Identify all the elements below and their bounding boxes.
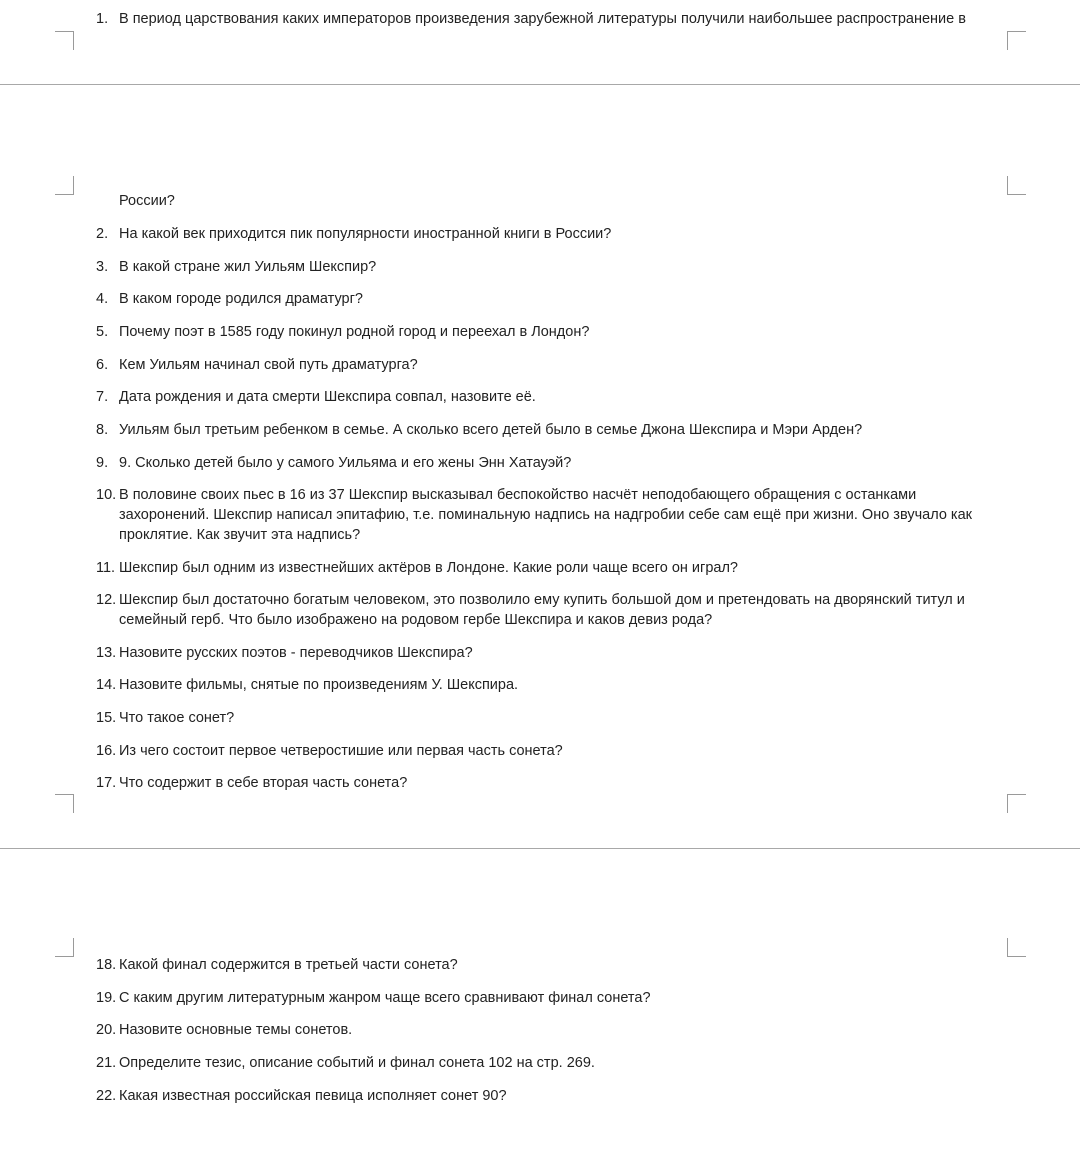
item-text: Почему поэт в 1585 году покинул родной город и переехал в Лондон? (119, 324, 590, 340)
item-number: 9. (96, 455, 109, 471)
item-number: 17. (96, 775, 117, 791)
item-text: Из чего состоит первое четверостишие или первая часть сонета? (119, 743, 563, 759)
list-item (96, 322, 996, 342)
list-item (96, 1020, 996, 1040)
item-number: 13. (96, 645, 117, 661)
item-number: 20. (96, 1022, 117, 1038)
item-text: Какой финал содержится в третьей части сонета? (119, 957, 458, 973)
page-corner-mark (55, 31, 74, 50)
item-number: 15. (96, 710, 117, 726)
item-number: 7. (96, 389, 109, 405)
page-corner-mark (55, 176, 74, 195)
list-item (96, 558, 996, 578)
item-number: 18. (96, 957, 117, 973)
item-text: Какая известная российская певица исполняет сонет 90? (119, 1088, 507, 1104)
list-item (96, 387, 996, 407)
list-item (96, 420, 996, 440)
item-number: 3. (96, 259, 109, 275)
item-text: Уильям был третьим ребенком в семье. А сколько всего детей было в семье Джона Шекспира и Мэри Арден? (119, 422, 863, 438)
item-number: 6. (96, 357, 109, 373)
item-text: Кем Уильям начинал свой путь драматурга? (119, 357, 418, 373)
list-item (96, 773, 996, 793)
item-text: В половине своих пьес в 16 из 37 Шекспир высказывал беспокойство насчёт неподобающего обращения с останками захоронений. Шекспир написал эпитафию, т.е. поминальную надпись на надгробии себе сам ещё при жизни. Оно звучало как проклятие. Как звучит эта надпись? (119, 487, 972, 543)
list-item (96, 1086, 996, 1106)
item-text: 9. Сколько детей было у самого Уильяма и его жены Энн Хатауэй? (119, 455, 572, 471)
item-number: 16. (96, 743, 117, 759)
list-item (96, 675, 996, 695)
item-number: 11. (96, 560, 116, 576)
item-number: 2. (96, 226, 109, 242)
page-corner-mark (1007, 176, 1026, 195)
item-number: 8. (96, 422, 109, 438)
item-text: Дата рождения и дата смерти Шекспира совпал, назовите её. (119, 389, 536, 405)
page-corner-mark (1007, 794, 1026, 813)
page-corner-mark (1007, 31, 1026, 50)
list-item (96, 643, 996, 663)
item-number: 1. (96, 11, 109, 27)
list-item (96, 485, 996, 545)
item-text: Шекспир был одним из известнейших актёров в Лондоне. Какие роли чаще всего он играл? (119, 560, 738, 576)
page-corner-mark (1007, 938, 1026, 957)
list-item (96, 955, 996, 975)
item-text: На какой век приходится пик популярности иностранной книги в России? (119, 226, 612, 242)
list-item (96, 224, 996, 244)
list-item (96, 355, 996, 375)
item-text: С каким другим литературным жанром чаще всего сравнивают финал сонета? (119, 990, 651, 1006)
list-item (96, 453, 996, 473)
item-number: 12. (96, 592, 117, 608)
item-text-continuation: России? (119, 193, 175, 209)
item-number: 14. (96, 677, 117, 693)
item-text: Что содержит в себе вторая часть сонета? (119, 775, 408, 791)
page-break (0, 848, 1080, 849)
item-text: В каком городе родился драматург? (119, 291, 363, 307)
page-corner-mark (55, 938, 74, 957)
list-item (96, 9, 996, 29)
item-text: Назовите русских поэтов - переводчиков Шекспира? (119, 645, 473, 661)
list-item (96, 257, 996, 277)
item-text: В период царствования каких императоров произведения зарубежной литературы получили наибольшее распространение в (119, 11, 966, 27)
list-item (96, 988, 996, 1008)
list-item (96, 741, 996, 761)
item-number: 19. (96, 990, 117, 1006)
page-break (0, 84, 1080, 85)
list-item (96, 1053, 996, 1073)
item-number: 22. (96, 1088, 117, 1104)
item-number: 10. (96, 487, 117, 503)
list-item (96, 708, 996, 728)
page-corner-mark (55, 794, 74, 813)
item-text: Назовите фильмы, снятые по произведениям У. Шекспира. (119, 677, 519, 693)
item-text: Назовите основные темы сонетов. (119, 1022, 353, 1038)
item-number: 21. (96, 1055, 117, 1071)
list-item (96, 289, 996, 309)
item-number: 5. (96, 324, 109, 340)
list-item (96, 590, 996, 630)
item-text: В какой стране жил Уильям Шекспир? (119, 259, 377, 275)
item-number: 4. (96, 291, 109, 307)
item-text: Что такое сонет? (119, 710, 235, 726)
item-text: Шекспир был достаточно богатым человеком, это позволило ему купить большой дом и претендовать на дворянский титул и семейный герб. Что было изображено на родовом гербе Шекспира и каков девиз рода? (119, 592, 965, 628)
item-text: Определите тезис, описание событий и финал сонета 102 на стр. 269. (119, 1055, 595, 1071)
